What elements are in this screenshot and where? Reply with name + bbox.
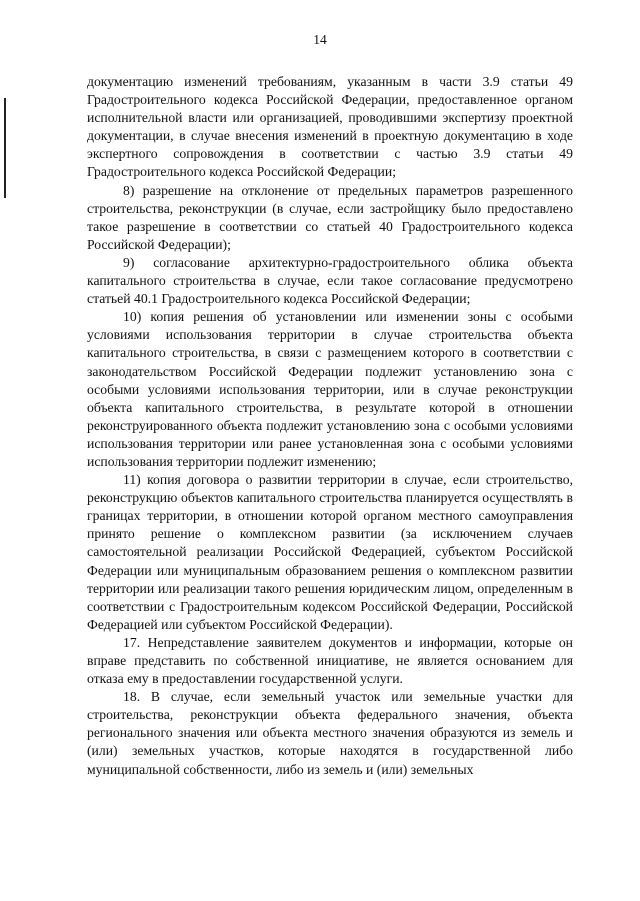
document-body [87,73,573,779]
paragraph-item-8: 8) разрешение на отклонение от предельных параметров разрешенного строительства, реконструкции (в случае, если застройщику было предоставлено такое разрешение в соответствии со статьей 40 Градостроительного кодекса Российской Федерации); [87,182,573,252]
paragraph-continuation: документацию изменений требованиям, указанным в части 3.9 статьи 49 Градостроительного кодекса Российской Федерации, предоставленное органом исполнительной власти или организацией, проводившими экспертизу проектной документации, в случае внесения изменений в проектную документацию в ходе экспертного сопровождения в соответствии с частью 3.9 статьи 49 Градостроительного кодекса Российской Федерации; [87,74,573,180]
margin-mark [4,98,6,198]
page-number: 14 [313,32,327,47]
paragraph-item-11: 11) копия договора о развитии территории в случае, если строительство, реконструкцию объектов капитального строительства планируется осуществлять в границах территории, в отношении которой органом местного самоуправления принято решение о комплексном развитии (за исключением случаев самостоятельной реализации Российской Федерацией, субъектом Российской Федерации или муниципальным образованием решения о комплексном развитии территории или реализации такого решения юридическим лицом, определенным в соответствии с Градостроительным кодексом Российской Федерации, Российской Федерацией или субъектом Российской Федерации). [87,472,573,632]
paragraph-clause-18: 18. В случае, если земельный участок или земельные участки для строительства, реконструкции объекта федерального значения, объекта регионального значения или объекта местного значения образуются из земель и (или) земельных участков, которые находятся в государственной либо муниципальной собственности, либо из земель и (или) земельных [87,689,573,777]
paragraph-item-10: 10) копия решения об установлении или изменении зоны с особыми условиями использования территории в случае строительства объекта капитального строительства, в связи с размещением которого в соответствии с законодательством Российской Федерации подлежит установлению зона с особыми условиями использования территории, или в случае реконструкции объекта капитального строительства, в результате которой в отношении реконструированного объекта подлежит установлению зона с особыми условиями использования территории или ранее установленная зона с особыми условиями использования территории подлежит изменению; [87,309,573,469]
paragraph-clause-17: 17. Непредставление заявителем документов и информации, которые он вправе представить по собственной инициативе, не является основанием для отказа ему в предоставлении государственной услуги. [87,634,573,687]
paragraph-item-9: 9) согласование архитектурно-градостроительного облика объекта капитального строительства в случае, если такое согласование предусмотрено статьей 40.1 Градостроительного кодекса Российской Федерации; [87,254,573,307]
